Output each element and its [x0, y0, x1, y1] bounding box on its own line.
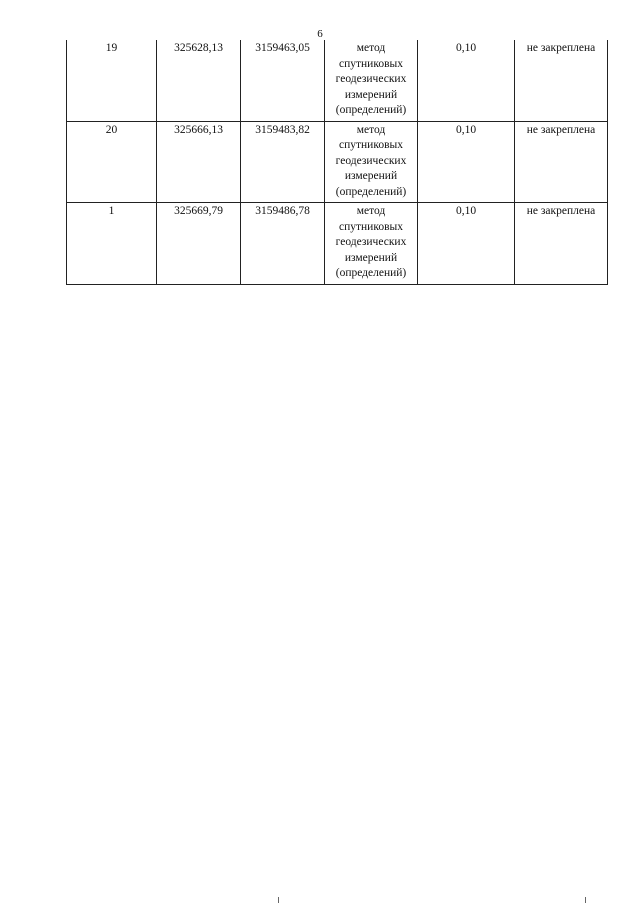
marking-cell: не закреплена: [515, 121, 608, 203]
method-cell: метод спутниковых геодезических измерений (определений): [325, 203, 418, 285]
method-cell: метод спутниковых геодезических измерений (определений): [325, 121, 418, 203]
x-coordinate-cell: 325666,13: [157, 121, 241, 203]
point-number-cell: 1: [67, 203, 157, 285]
accuracy-cell: 0,10: [418, 121, 515, 203]
accuracy-cell: 0,10: [418, 40, 515, 121]
point-number-cell: 19: [67, 40, 157, 121]
table-row: [67, 203, 608, 285]
point-number-cell: 20: [67, 121, 157, 203]
table-row: [67, 121, 608, 203]
table-row: [67, 40, 608, 121]
x-coordinate-cell: 325669,79: [157, 203, 241, 285]
method-cell: метод спутниковых геодезических измерений (определений): [325, 40, 418, 121]
marking-cell: не закреплена: [515, 40, 608, 121]
coordinates-table: [66, 40, 608, 285]
scan-mark: [585, 897, 586, 903]
y-coordinate-cell: 3159483,82: [241, 121, 325, 203]
accuracy-cell: 0,10: [418, 203, 515, 285]
marking-cell: не закреплена: [515, 203, 608, 285]
x-coordinate-cell: 325628,13: [157, 40, 241, 121]
y-coordinate-cell: 3159486,78: [241, 203, 325, 285]
scan-mark: [278, 897, 279, 903]
y-coordinate-cell: 3159463,05: [241, 40, 325, 121]
page-number: 6: [317, 28, 323, 40]
